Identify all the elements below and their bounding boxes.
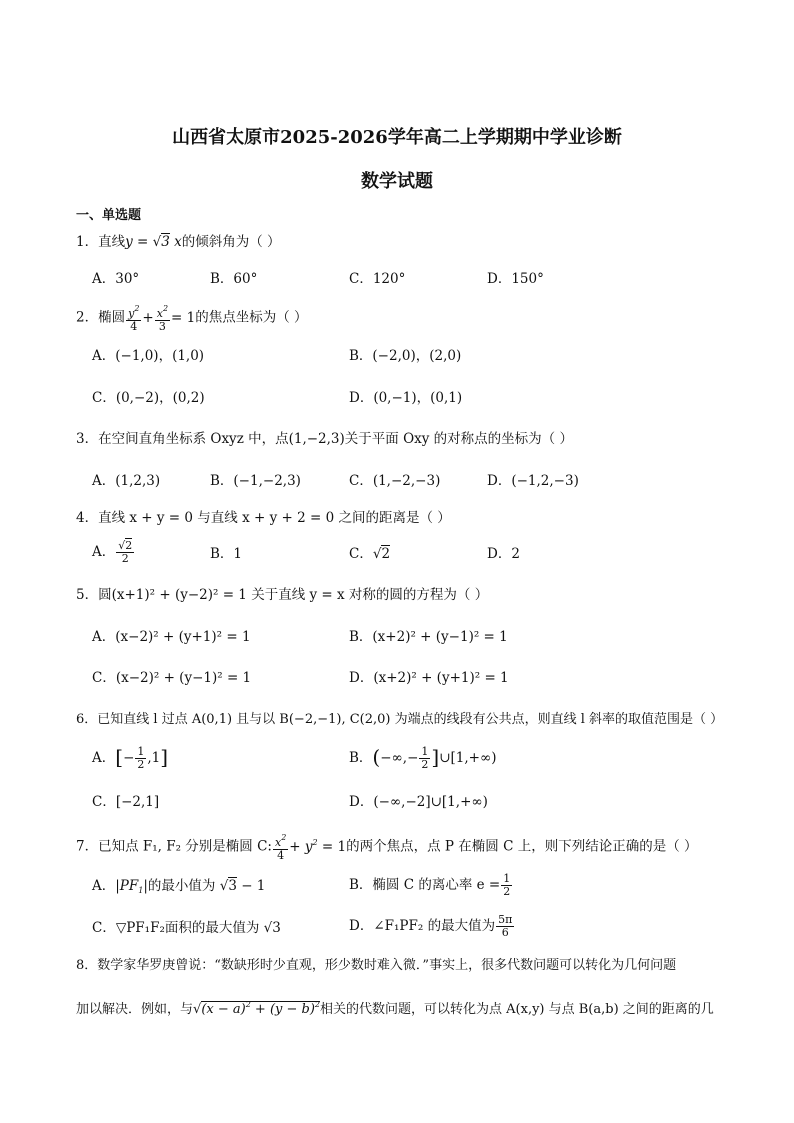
question-1-option-a: A．30° [92, 271, 140, 287]
question-5-option-c: C．(x−2)² + (y−1)² = 1 [92, 670, 252, 686]
question-1 [76, 232, 281, 252]
page-subtitle: 数学试题 [361, 171, 433, 192]
question-7 [76, 832, 698, 862]
question-5: 5．圆(x+1)² + (y−2)² = 1 关于直线 y = x 对称的圆的方程为（ ） [76, 587, 489, 603]
question-5-option-a: A．(x−2)² + (y+1)² = 1 [92, 629, 251, 645]
question-6-option-b: B．(−∞,− $\frac{1}{2}$ ]∪[1,+∞) [349, 745, 497, 771]
question-6-option-a-label: A． [92, 750, 116, 766]
question-4: 4．直线 x + y = 0 与直线 x + y + 2 = 0 之间的距离是（ ） [76, 510, 451, 526]
question-1-prefix: 1．直线 [76, 234, 126, 250]
question-2-option-c: C．(0,−2)，(0,2) [92, 390, 205, 406]
question-5-option-b: B．(x+2)² + (y−1)² = 1 [349, 629, 508, 645]
section-heading: 一、单选题 [76, 208, 142, 223]
question-4-option-c-label: C． [349, 546, 373, 562]
question-6: 6．已知直线 l 过点 A(0,1) 且与以 B(−2,−1), C(2,0) 为端点的线段有公共点，则直线 l 斜率的取值范围是（ ） [76, 712, 724, 727]
question-3-option-a: A．(1,2,3) [92, 473, 161, 489]
question-8-formula: $√(x - a)^2 + (y - b)^2$ [193, 1000, 321, 1017]
question-2-formula: $\frac{y^2}{4}$ + $\frac{x^2}{3}$ = 1 [128, 304, 196, 333]
page-title: 山西省太原市2025-2026学年高二上学期期中学业诊断 [172, 127, 622, 148]
question-8-line-1: 8．数学家华罗庚曾说：“数缺形时少直观，形少数时难入微．”事实上，很多代数问题可以转化为几何问题 [76, 958, 677, 973]
question-7-option-d: D．∠F₁PF₂ 的最大值为 $\frac{5\pi}{6}$ [349, 913, 513, 939]
question-7-option-b-label: B．椭圆 C 的离心率 e = [349, 877, 501, 893]
question-4-option-b: B．1 [210, 546, 243, 562]
question-6-option-c: C．[−2,1] [92, 794, 160, 810]
question-8-line-2-start: 加以解决．例如，与 [76, 1002, 194, 1017]
question-2 [76, 303, 308, 333]
question-2-option-a: A．(−1,0)，(1,0) [92, 348, 205, 364]
question-7-prefix: 7．已知点 F₁, F₂ 分别是椭圆 C: [76, 838, 272, 855]
question-4-option-c [349, 544, 390, 564]
question-4-option-a [92, 540, 135, 565]
question-8-line-2 [76, 995, 714, 1020]
question-6-option-b-label: B． [349, 750, 373, 766]
question-7-option-c: C．▽PF₁F₂面积的最大值为 √3 [92, 920, 281, 936]
question-5-option-d: D．(x+2)² + (y+1)² = 1 [349, 670, 509, 686]
question-3: 3．在空间直角坐标系 Oxyz 中，点(1,−2,3)关于平面 Oxy 的对称点的坐标为（ ） [76, 431, 573, 447]
question-2-option-b: B．(−2,0)，(2,0) [349, 348, 462, 364]
question-2-prefix: 2．椭圆 [76, 309, 126, 326]
question-8-line-2-end: 相关的代数问题，可以转化为点 A(x,y) 与点 B(a,b) 之间的距离的几 [320, 1002, 714, 1017]
question-6-option-d: D．(−∞,−2]∪[1,+∞) [349, 794, 488, 810]
question-1-option-b: B．60° [210, 271, 258, 287]
question-1-formula: y = √3 x [125, 234, 182, 250]
question-4-option-a-value: $\frac{√2}{2}$ [118, 539, 133, 565]
question-6-option-a: A．[− $\frac{1}{2}$ ,1] [92, 745, 169, 771]
question-7-stem: 的两个焦点，点 P 在椭圆 C 上，则下列结论正确的是（ ） [346, 838, 698, 855]
question-3-option-c: C．(1,−2,−3) [349, 473, 441, 489]
question-1-option-c: C．120° [349, 271, 406, 287]
question-2-option-d: D．(0,−1)，(0,1) [349, 390, 463, 406]
question-4-option-c-value: √2 [372, 546, 391, 562]
question-4-option-d: D．2 [487, 546, 520, 562]
question-1-option-d: D．150° [487, 271, 544, 287]
question-7-option-b: B．椭圆 C 的离心率 e = $\frac{1}{2}$ [349, 872, 511, 898]
question-4-option-a-label: A． [92, 544, 116, 560]
question-7-option-a: A．$|PF_1|$的最小值为 √3 − 1 [92, 878, 266, 895]
question-3-option-d: D．(−1,2,−3) [487, 473, 579, 489]
question-7-formula: $\frac{x^2}{4}$ + $y^2 = 1$ [274, 833, 347, 862]
question-7-option-a-label: A． [92, 878, 116, 894]
question-7-option-d-label: D．∠F₁PF₂ 的最大值为 [349, 918, 496, 934]
question-2-stem: 的焦点坐标为（ ） [195, 309, 308, 326]
question-1-stem: 的倾斜角为（ ） [181, 234, 281, 250]
question-3-option-b: B．(−1,−2,3) [210, 473, 301, 489]
